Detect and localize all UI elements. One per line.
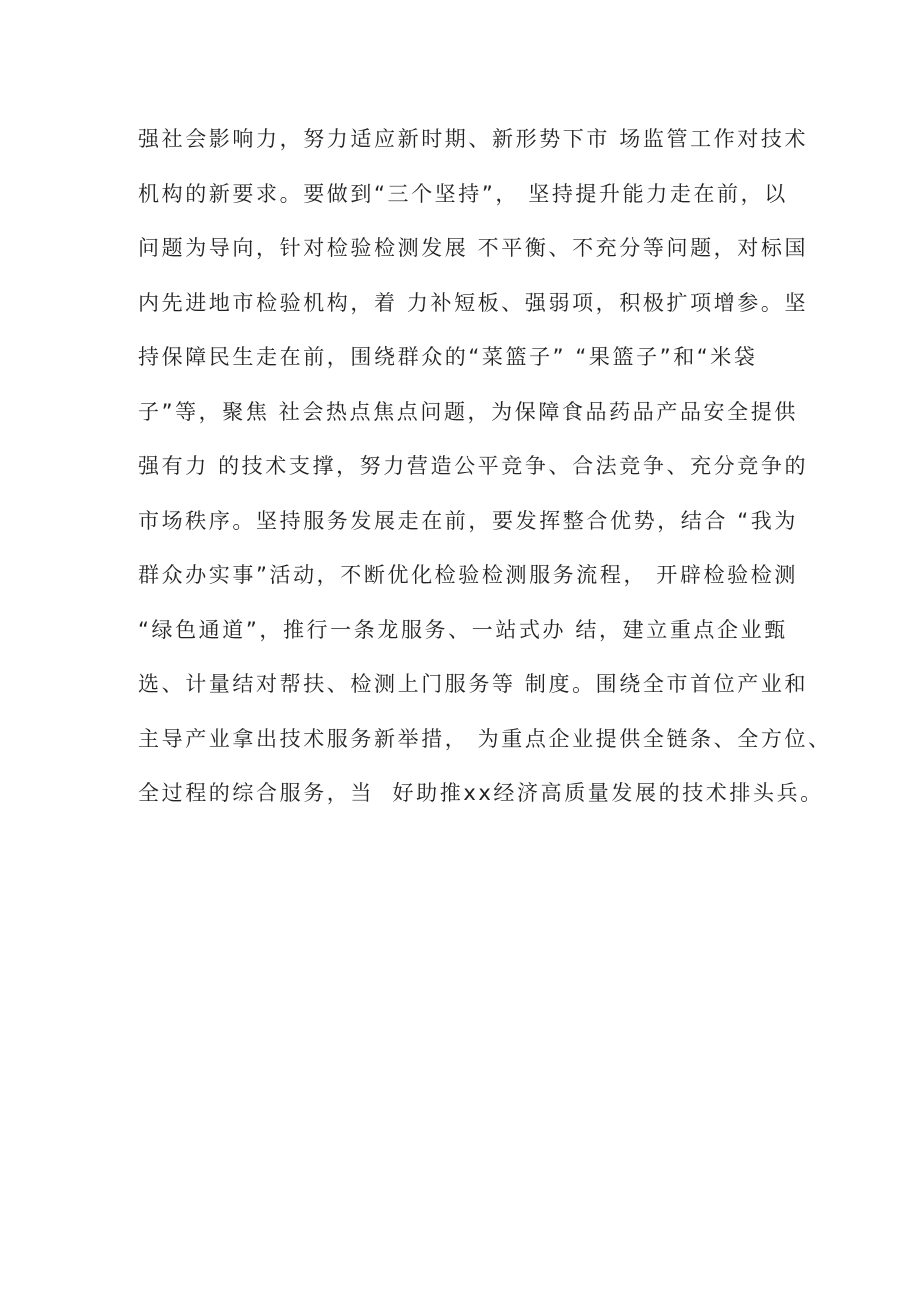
text-line: 市场秩序。坚持服务发展走在前，要发挥整合优势，结合 “我为 — [138, 508, 798, 533]
text-line: 问题为导向，针对检验检测发展 不平衡、不充分等问题，对标国 — [138, 236, 809, 260]
text-line: 全过程的综合服务，当 好助推xx经济高质量发展的技术排头兵。 — [138, 781, 824, 805]
text-line: “绿色通道”，推行一条龙服务、一站式办 结，建立重点企业甄 — [138, 617, 788, 642]
text-line: 机构的新要求。要做到“三个坚持”， 坚持提升能力走在前，以 — [138, 181, 788, 206]
text-line: 主导产业拿出技术服务新举措， 为重点企业提供全链条、全方位、 — [138, 726, 832, 751]
text-line: 群众办实事”活动，不断优化检验检测服务流程， 开辟检验检测 — [138, 563, 798, 587]
text-line: 持保障民生走在前，围绕群众的“菜篮子” “果篮子”和“米袋 — [138, 345, 758, 369]
text-line: 子”等，聚焦 社会热点焦点问题，为保障食品药品产品安全提供 — [138, 399, 798, 424]
text-line: 选、计量结对帮扶、检测上门服务等 制度。围绕全市首位产业和 — [138, 672, 809, 696]
text-line: 强有力 的技术支撑，努力营造公平竞争、合法竞争、充分竞争的 — [138, 454, 809, 478]
body-paragraph — [138, 117, 832, 826]
text-line: 强社会影响力，努力适应新时期、新形势下市 场监管工作对技术 — [138, 127, 809, 151]
text-line: 内先进地市检验机构，着 力补短板、强弱项，积极扩项增参。坚 — [138, 290, 809, 315]
